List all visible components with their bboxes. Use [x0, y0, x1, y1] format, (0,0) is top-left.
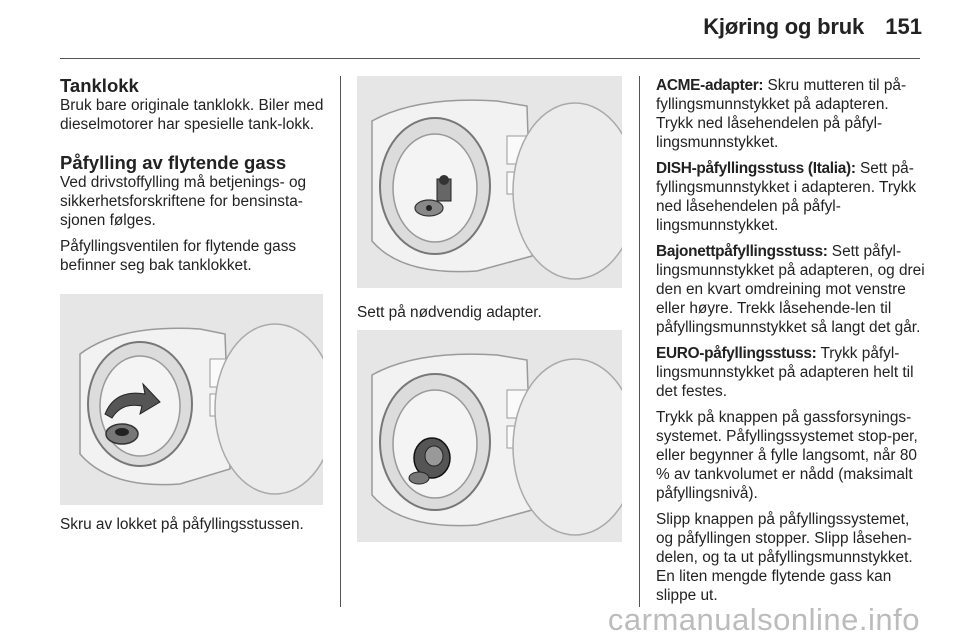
fuel-nozzle-illustration — [357, 76, 622, 288]
column-divider-2 — [639, 76, 640, 607]
figure-fuel-cap-closeup — [357, 76, 622, 288]
paragraph-dish — [656, 159, 926, 235]
column-divider-1 — [340, 76, 341, 607]
header-divider — [60, 58, 920, 59]
paragraph-button: Trykk på knappen på gassforsynings-systemet. Påfyllingssystemet stop-per, eller begynner å fylle langsomt, når 80 % av tankvolumet er nådd (maksimalt påfyllingsnivå). — [656, 409, 918, 502]
acme-text: Skru mutteren til på-fyllingsmunnstykket på adapteren. Trykk ned låsehendelen på påfyl-lingsmunnstykket. — [656, 77, 907, 151]
dish-text: Sett på-fyllingsmunnstykket i adapteren. Trykk ned låsehendelen på påfyl-lingsmunnstykket. — [656, 160, 917, 234]
paragraph-safety: Ved drivstoffylling må betjenings- og sikkerhetsforskriftene for bensinsta-sjonen følges. — [60, 174, 307, 229]
acme-label: ACME-adapter: — [656, 77, 764, 94]
page-number: 151 — [885, 14, 922, 39]
fuel-flap-illustration — [60, 294, 323, 505]
heading-tanklokk: Tanklokk — [60, 75, 139, 96]
column-3 — [656, 76, 926, 612]
figure-adapter-fitted — [357, 330, 622, 542]
caption-attach-adapter: Sett på nødvendig adapter. — [357, 304, 542, 321]
paragraph-bajonett — [656, 242, 926, 337]
euro-text: Trykk påfyl-lingsmunnstykket på adapteren helt til det festes. — [656, 345, 914, 400]
running-header-title: Kjøring og bruk — [703, 14, 864, 39]
heading-gas-filling: Påfylling av flytende gass — [60, 152, 287, 173]
paragraph-acme — [656, 76, 926, 152]
paragraph-valve: Påfyllingsventilen for flytende gass befinner seg bak tanklokket. — [60, 238, 297, 274]
paragraph-release: Slipp knappen på påfyllingssystemet, og påfyllingen stopper. Slipp låsehen-delen, og ta ut påfyllingsmunnstykket. En liten mengde flytende gass kan slippe ut. — [656, 511, 913, 604]
watermark: carmanualsonline.info — [607, 602, 920, 637]
paragraph-euro — [656, 344, 926, 401]
paragraph-tanklokk: Bruk bare originale tanklokk. Biler med dieselmotorer har spesielle tank-lokk. — [60, 97, 324, 133]
adapter-illustration — [357, 330, 622, 542]
figure-unscrew-cap — [60, 294, 323, 505]
caption-unscrew-cap: Skru av lokket på påfyllingsstussen. — [60, 516, 304, 533]
bajonett-label: Bajonettpåfyllingsstuss: — [656, 243, 828, 260]
euro-label: EURO-påfyllingsstuss: — [656, 345, 817, 362]
dish-label: DISH-påfyllingsstuss (Italia): — [656, 160, 856, 177]
column-1 — [60, 76, 328, 282]
bajonett-text: Sett påfyl-lingsmunnstykket på adapteren, og drei den en kvart omdreining mot venstre eller høyre. Trekk låsehende-len til påfyllingsmunnstykket så langt det går. — [656, 243, 925, 336]
